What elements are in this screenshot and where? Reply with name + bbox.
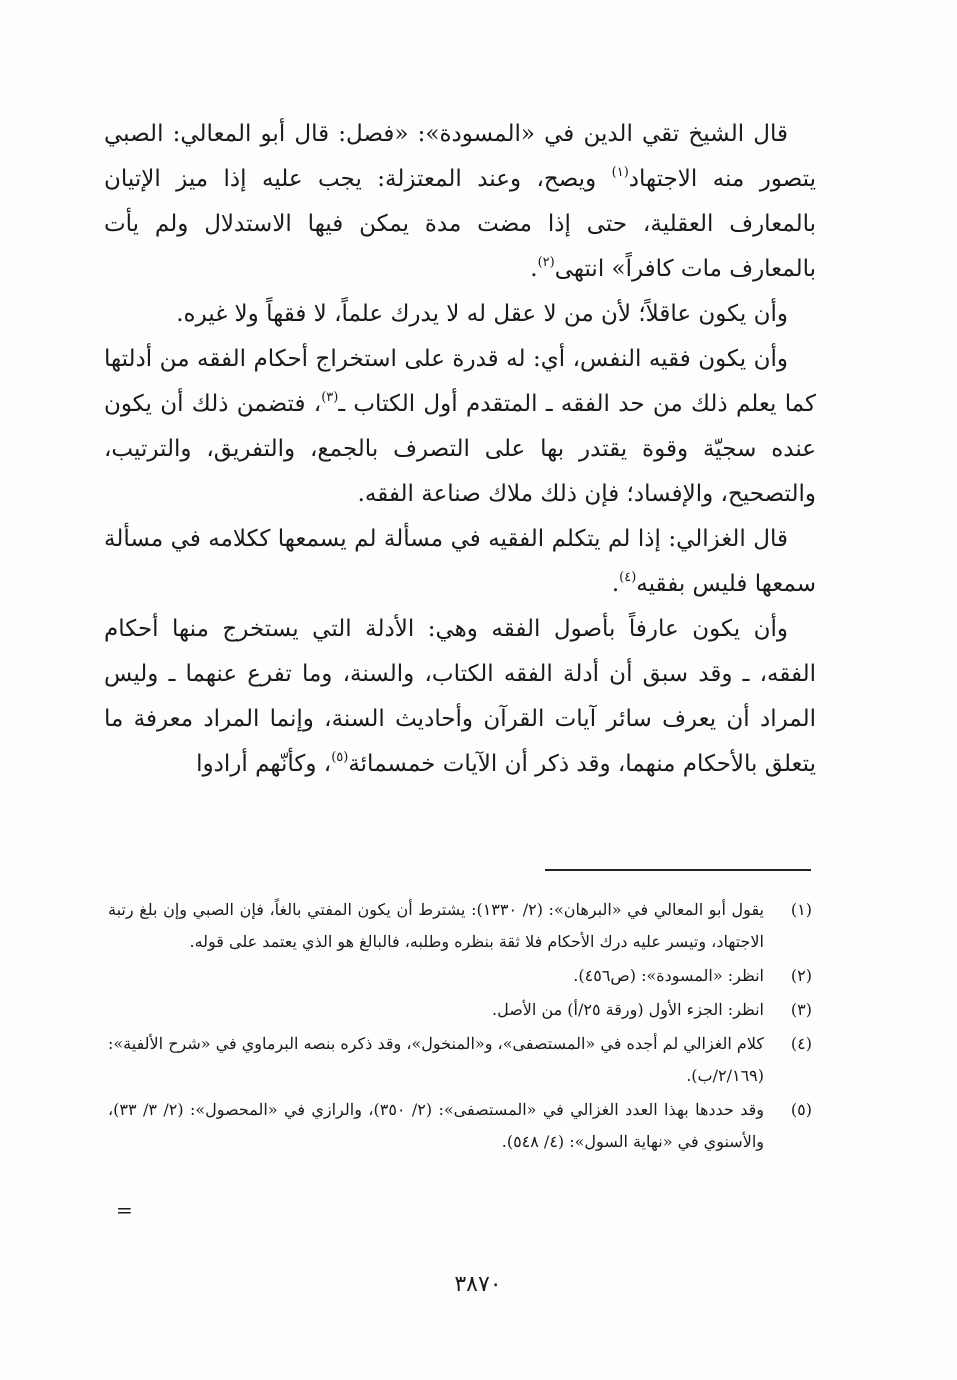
footnote-text: انظر: الجزء الأول (ورقة ٢٥/أ) من الأصل. bbox=[492, 1000, 764, 1019]
footnote-text: يقول أبو المعالي في «البرهان»: (٢/ ١٣٣٠): يشترط أن يكون المفتي بالغاً، فإن الصبي وإن بلغ رتبة الاجتهاد، وتيسر عليه درك الأحكام فلا ثقة بنظره وطلبه، فالبالغ هو الذي يعتمد على قوله. bbox=[108, 900, 764, 951]
footnotes bbox=[108, 894, 812, 1160]
footnote-number: (٥) bbox=[790, 1100, 812, 1119]
footnote-item bbox=[108, 1028, 812, 1092]
footnote-item bbox=[108, 1094, 812, 1158]
paragraph-text: ، فتضمن ذلك أن يكون عنده سجيّة وقوة يقتدر بها على التصرف بالجمع، والتفريق، والترتيب، والتصحيح، والإفساد؛ فإن ذلك ملاك صناعة الفقه. bbox=[104, 391, 816, 507]
footnote-item bbox=[108, 994, 812, 1026]
footnote-item bbox=[108, 894, 812, 958]
footnote-ref[interactable]: (٣) bbox=[321, 390, 339, 405]
footnote-number: (١) bbox=[790, 900, 812, 919]
paragraph-4 bbox=[104, 517, 816, 607]
footnote-number: (٤) bbox=[790, 1034, 812, 1053]
footnote-item bbox=[108, 960, 812, 992]
footnote-ref[interactable]: (٥) bbox=[331, 750, 349, 765]
footnote-number: (٢) bbox=[790, 966, 812, 985]
paragraph-3 bbox=[104, 337, 816, 517]
paragraph-text: ، وكأنّهم أرادوا bbox=[196, 751, 332, 777]
footnote-text: كلام الغزالي لم أجده في «المستصفى»، و«المنخول»، وقد ذكره بنصه البرماوي في «شرح الألفية»: (٢/١٦٩/ب). bbox=[108, 1034, 765, 1085]
paragraph-text: وأن يكون فقيه النفس، أي: له قدرة على استخراج أحكام الفقه من أدلتها كما يعلم ذلك من حد الفقه ـ المتقدم أول الكتاب ـ bbox=[104, 346, 816, 417]
paragraph-text: وأن يكون عارفاً بأصول الفقه وهي: الأدلة التي يستخرج منها أحكام الفقه، ـ وقد سبق أن أدلة الفقه الكتاب، والسنة، وما تفرع عنهما ـ وليس المراد أن يعرف سائر آيات القرآن وأحاديث السنة، وإنما المراد معرفة ما يتعلق بالأحكام منهما، وقد ذكر أن الآيات خمسمائة bbox=[104, 616, 816, 777]
footnote-text: وقد حددها بهذا العدد الغزالي في «المستصفى»: (٢/ ٣٥٠)، والرازي في «المحصول»: (٢/ ٣/ ٣٣)، والأسنوي في «نهاية السول»: (٤/ ٥٤٨). bbox=[108, 1100, 764, 1151]
footnote-ref[interactable]: (٤) bbox=[619, 570, 637, 585]
paragraph-text: . bbox=[611, 571, 620, 597]
footnote-text: انظر: «المسودة»: (ص٤٥٦). bbox=[573, 966, 764, 985]
footnote-separator bbox=[545, 869, 811, 871]
paragraph-2: وأن يكون عاقلاً؛ لأن من لا عقل له لا يدرك علماً، لا فقهاً ولا غيره. bbox=[176, 301, 788, 327]
paragraph-5 bbox=[104, 607, 816, 787]
main-text bbox=[104, 112, 816, 787]
paragraph-text: قال الغزالي: إذا لم يتكلم الفقيه في مسألة لم يسمعها ككلامه في مسألة سمعها فليس بفقيه bbox=[104, 526, 816, 597]
paragraph-text: . bbox=[530, 256, 538, 282]
page-number: ٣٨٧٠ bbox=[454, 1272, 502, 1297]
footnote-number: (٣) bbox=[790, 1000, 812, 1019]
paragraph-text: قال الشيخ تقي الدين في «المسودة»: «فصل: قال أبو المعالي: الصبي يتصور منه الاجتهاد bbox=[104, 121, 816, 192]
paragraph-text: ويصح، وعند المعتزلة: يجب عليه إذا ميز الإتيان بالمعارف العقلية، حتى إذا مضت مدة يمكن فيها الاستدلال ولم يأت بالمعارف مات كافراً» انتهى bbox=[104, 166, 816, 282]
continuation-mark: = bbox=[116, 1198, 133, 1222]
paragraph-1 bbox=[104, 112, 816, 292]
footnote-ref[interactable]: (٢) bbox=[537, 255, 555, 270]
footnote-ref[interactable]: (١) bbox=[611, 165, 629, 180]
